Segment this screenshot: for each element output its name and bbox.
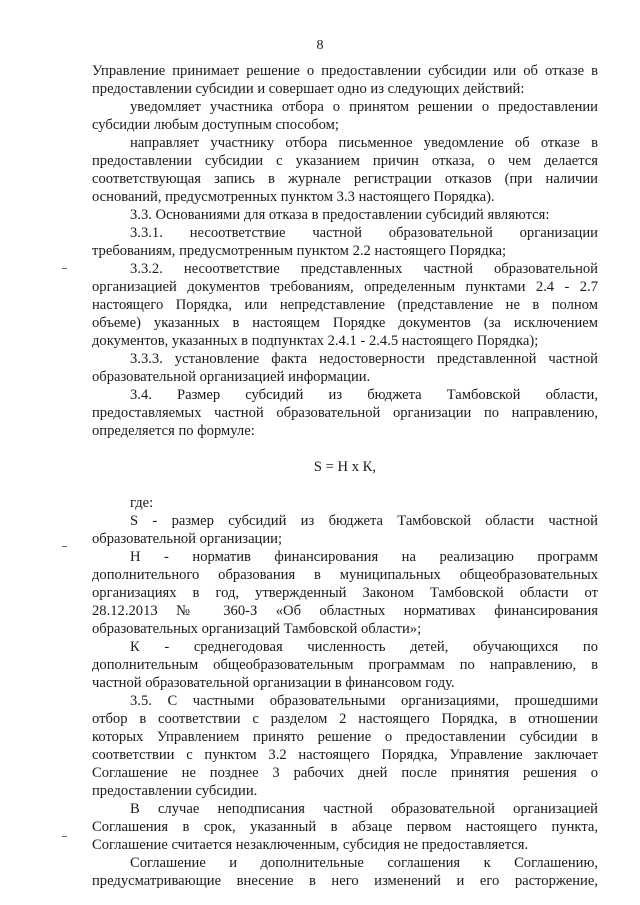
paragraph-line: Соглашение считается незаключенным, субсидия не предоставляется. xyxy=(92,837,529,853)
paragraph-line: соответствующая запись в журнале регистрации отказов (при наличии xyxy=(92,171,598,187)
paragraph-line: 28.12.2013 № 360-З «Об областных нормативах финансирования xyxy=(92,603,598,619)
paragraph-line: предоставлении субсидии с указанием причин отказа, о чем делается xyxy=(92,153,598,169)
paragraph-line: предоставлении субсидии и совершает одно из следующих действий: xyxy=(92,81,525,97)
paragraph-line: К - среднегодовая численность детей, обучающихся по xyxy=(130,639,598,655)
paragraph-line: уведомляет участника отбора о принятом решении о предоставлении xyxy=(130,99,598,115)
paragraph-line: настоящего Порядка, или непредставление (представление не в полном xyxy=(92,297,598,313)
paragraph-line: предоставлении субсидии. xyxy=(92,783,258,799)
paragraph-line: предусматривающие внесение в него изменений и его расторжение, xyxy=(92,873,598,889)
paragraph-line: документов, указанных в подпунктах 2.4.1 - 2.4.5 настоящего Порядка); xyxy=(92,333,539,349)
page-number: 8 xyxy=(316,38,324,53)
paragraph-line: субсидии любым доступным способом; xyxy=(92,117,339,133)
paragraph-line: образовательной организацией информации. xyxy=(92,369,371,385)
paragraph-line: Н - норматив финансирования на реализацию программ xyxy=(130,549,598,565)
paragraph-line: В случае неподписания частной образовательной организацией xyxy=(130,801,598,817)
paragraph-line: отбор в соответствии с разделом 2 настоящего Порядка, в отношении xyxy=(92,711,598,727)
paragraph-line: образовательной организации; xyxy=(92,531,283,547)
paragraph-line: Соглашения в срок, указанный в абзаце первом настоящего пункта, xyxy=(92,819,598,835)
formula: S = Н х К, xyxy=(313,459,377,475)
paragraph-line: где: xyxy=(130,495,154,511)
paragraph-line: организацией документов требованиям, определенным пунктами 2.4 - 2.7 xyxy=(92,279,598,295)
paragraph-line: 3.5. С частными образовательными организациями, прошедшими xyxy=(130,693,598,709)
paragraph-line: которых Управлением принято решение о предоставлении субсидии в xyxy=(92,729,598,745)
paragraph-line: соответствии с пунктом 3.2 настоящего Порядка, Управление заключает xyxy=(92,747,598,763)
margin-mark xyxy=(62,546,67,547)
paragraph-line: 3.3. Основаниями для отказа в предоставлении субсидий являются: xyxy=(130,207,550,223)
paragraph-line: 3.3.1. несоответствие частной образовательной организации xyxy=(130,225,598,241)
document-body xyxy=(92,62,598,890)
paragraph-line: 3.3.2. несоответствие представленных частной образовательной xyxy=(130,261,598,277)
paragraph-line: организациях в год, утвержденный Законом Тамбовской области от xyxy=(92,585,598,601)
margin-mark xyxy=(62,268,67,269)
paragraph-line: направляет участнику отбора письменное уведомление об отказе в xyxy=(130,135,598,151)
paragraph-line: Управление принимает решение о предоставлении субсидии или об отказе в xyxy=(92,63,598,79)
paragraph-line: Соглашение не позднее 3 рабочих дней после принятия решения о xyxy=(92,765,598,781)
paragraph-line: объеме) указанных в настоящем Порядке документов (за исключением xyxy=(92,315,598,331)
paragraph-line: определяется по формуле: xyxy=(92,423,255,439)
paragraph-line: дополнительным общеобразовательным программам по направлению, в xyxy=(92,657,598,673)
paragraph-line: требованиям, предусмотренным пунктом 2.2 настоящего Порядка; xyxy=(92,243,507,259)
paragraph-line: 3.4. Размер субсидий из бюджета Тамбовской области, xyxy=(130,387,598,403)
paragraph-line: образовательных организаций Тамбовской области»; xyxy=(92,621,422,637)
paragraph-line: 3.3.3. установление факта недостоверности представленной частной xyxy=(130,351,598,367)
paragraph-line: частной образовательной организации в финансовом году. xyxy=(92,675,455,691)
paragraph-line: S - размер субсидий из бюджета Тамбовской области частной xyxy=(130,513,598,529)
margin-mark xyxy=(62,836,67,837)
paragraph-line: Соглашение и дополнительные соглашения к Соглашению, xyxy=(130,855,598,871)
paragraph-line: предоставляемых частной образовательной организации по направлению, xyxy=(92,405,598,421)
paragraph-line: дополнительного образования в муниципальных общеобразовательных xyxy=(92,567,598,583)
paragraph-line: оснований, предусмотренных пунктом 3.3 настоящего Порядка). xyxy=(92,189,495,205)
